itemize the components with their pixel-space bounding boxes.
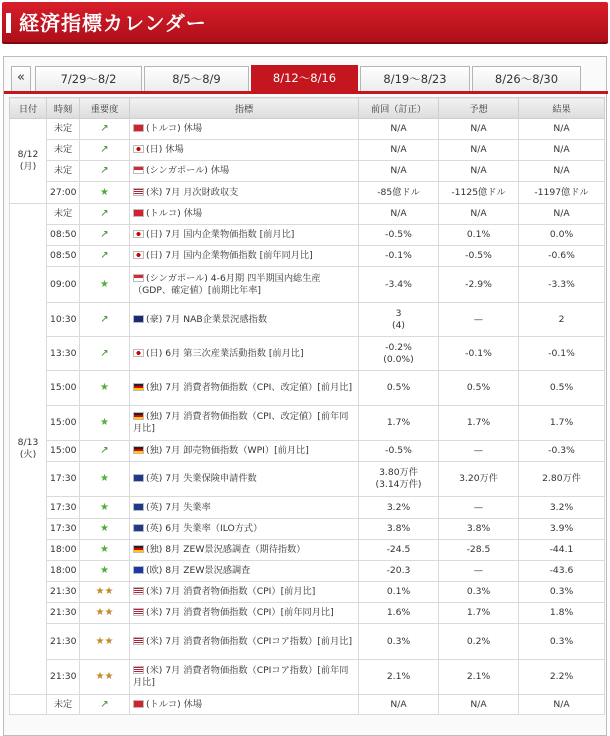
indicator-cell[interactable]	[130, 406, 359, 441]
time-cell: 08:50	[47, 246, 80, 267]
importance-cell	[80, 406, 130, 441]
flag-us-icon	[133, 666, 144, 674]
indicator-name: (米) 7月 消費者物価指数（CPI）[前年同月比]	[146, 607, 334, 618]
importance-cell	[80, 441, 130, 462]
time-cell: 21:30	[47, 624, 80, 660]
date-cell-next	[10, 695, 47, 715]
forecast-cell: N/A	[439, 119, 519, 140]
time-cell: 10:30	[47, 303, 80, 337]
result-cell: -0.3%	[519, 441, 605, 462]
indicator-name: (トルコ) 休場	[146, 208, 203, 219]
flag-jp-icon	[133, 349, 144, 357]
forecast-cell: -0.1%	[439, 337, 519, 371]
importance-cell	[80, 582, 130, 603]
flag-jp-icon	[133, 251, 144, 259]
result-cell: 1.7%	[519, 406, 605, 441]
time-cell: 18:00	[47, 561, 80, 582]
importance-cell	[80, 267, 130, 303]
flag-us-icon	[133, 637, 144, 645]
forecast-cell: 0.3%	[439, 582, 519, 603]
time-cell: 27:00	[47, 182, 80, 204]
tab-week-0812[interactable]: 8/12〜8/16	[251, 65, 358, 91]
importance-cell	[80, 695, 130, 715]
previous-cell: -24.5	[359, 540, 439, 561]
table-row	[10, 540, 605, 561]
indicator-name: (独) 7月 消費者物価指数（CPI、改定値）[前月比]	[146, 382, 353, 393]
col-header-result: 結果	[519, 98, 605, 119]
previous-cell: -3.4%	[359, 267, 439, 303]
importance-arrow-icon: ↗	[100, 123, 109, 134]
time-cell: 21:30	[47, 603, 80, 624]
flag-de-icon	[133, 412, 144, 420]
indicator-name: (日) 休場	[146, 144, 184, 155]
date-label: 8/12	[17, 149, 39, 160]
result-cell: -1197億ドル	[519, 182, 605, 204]
result-cell: N/A	[519, 695, 605, 715]
importance-star-icon: ★	[100, 565, 109, 576]
table-body	[10, 119, 605, 715]
indicator-cell[interactable]	[130, 519, 359, 540]
importance-arrow-icon: ↗	[100, 347, 109, 359]
result-cell: -43.6	[519, 561, 605, 582]
importance-cell	[80, 660, 130, 695]
importance-cell	[80, 161, 130, 182]
col-header-forecast: 予想	[439, 98, 519, 119]
indicator-cell[interactable]	[130, 497, 359, 519]
previous-cell: 0.1%	[359, 582, 439, 603]
flag-tr-icon	[133, 700, 144, 708]
indicator-name: (英) 7月 失業率	[146, 501, 211, 513]
result-cell: N/A	[519, 161, 605, 182]
importance-cell	[80, 561, 130, 582]
indicator-name: (米) 7月 消費者物価指数（CPIコア指数）[前月比]	[146, 635, 353, 647]
importance-cell	[80, 624, 130, 660]
time-cell: 15:00	[47, 441, 80, 462]
importance-star-icon: ★	[100, 186, 109, 198]
indicator-cell[interactable]	[130, 182, 359, 204]
result-cell: 2.80万件	[519, 462, 605, 497]
table-row	[10, 695, 605, 715]
table-row	[10, 497, 605, 519]
indicator-cell[interactable]	[130, 225, 359, 246]
table-row	[10, 371, 605, 406]
table-row	[10, 624, 605, 660]
flag-sg-icon	[133, 166, 144, 174]
tab-week-0819[interactable]: 8/19〜8/23	[360, 66, 470, 91]
indicator-cell[interactable]	[130, 441, 359, 462]
forecast-cell: 3.8%	[439, 519, 519, 540]
tab-week-0729[interactable]: 7/29〜8/2	[35, 66, 142, 91]
forecast-cell: 1.7%	[439, 603, 519, 624]
result-cell: -0.6%	[519, 246, 605, 267]
indicator-name: (日) 6月 第三次産業活動指数 [前月比]	[146, 347, 304, 359]
col-header-previous: 前回（訂正）	[359, 98, 439, 119]
importance-cell	[80, 119, 130, 140]
date-label: 8/13	[17, 437, 39, 448]
forecast-cell: 1.7%	[439, 406, 519, 441]
table-row	[10, 561, 605, 582]
table-row	[10, 462, 605, 497]
tab-week-0826[interactable]: 8/26〜8/30	[472, 66, 581, 91]
table-row	[10, 406, 605, 441]
importance-arrow-icon: ↗	[100, 698, 109, 710]
importance-cell	[80, 519, 130, 540]
previous-cell: 2.1%	[359, 660, 439, 695]
indicator-name: (米) 7月 消費者物価指数（CPI）[前月比]	[146, 586, 316, 597]
importance-star-icon: ★	[100, 544, 109, 555]
flag-us-icon	[133, 608, 144, 616]
indicator-name: (日) 7月 国内企業物価指数 [前月比]	[146, 229, 295, 240]
time-cell: 未定	[47, 161, 80, 182]
importance-cell	[80, 462, 130, 497]
importance-arrow-icon: ↗	[100, 208, 109, 219]
flag-au-icon	[133, 315, 144, 323]
result-cell: 0.3%	[519, 624, 605, 660]
date-cell-0812	[10, 119, 47, 204]
importance-arrow-icon: ↗	[100, 229, 109, 240]
indicator-name: (英) 6月 失業率（ILO方式）	[146, 523, 263, 534]
forecast-cell: —	[439, 561, 519, 582]
flag-de-icon	[133, 383, 144, 391]
time-cell: 17:30	[47, 462, 80, 497]
importance-arrow-icon: ↗	[100, 250, 109, 261]
time-cell: 未定	[47, 695, 80, 715]
previous-cell: N/A	[359, 140, 439, 161]
importance-cell	[80, 225, 130, 246]
indicator-cell[interactable]	[130, 462, 359, 497]
table-row	[10, 603, 605, 624]
indicator-cell[interactable]	[130, 603, 359, 624]
page-header	[2, 2, 608, 44]
flag-sg-icon	[133, 274, 144, 282]
previous-cell: 3.8%	[359, 519, 439, 540]
indicator-table	[9, 97, 605, 715]
time-cell: 09:00	[47, 267, 80, 303]
time-cell: 未定	[47, 140, 80, 161]
forecast-cell: N/A	[439, 204, 519, 225]
indicator-name: (シンガポール) 休場	[146, 165, 230, 176]
flag-tr-icon	[133, 124, 144, 132]
table-row	[10, 519, 605, 540]
table-row	[10, 161, 605, 182]
indicator-name: (独) 7月 卸売物価指数（WPI）[前月比]	[146, 445, 309, 456]
indicator-cell[interactable]	[130, 337, 359, 371]
result-cell: 2	[519, 303, 605, 337]
previous-cell: N/A	[359, 161, 439, 182]
importance-cell	[80, 371, 130, 406]
time-cell: 21:30	[47, 660, 80, 695]
weekday-label: (月)	[19, 161, 37, 172]
importance-star-icon: ★★	[95, 586, 114, 597]
forecast-cell: —	[439, 497, 519, 519]
indicator-cell[interactable]	[130, 267, 359, 303]
forecast-cell: 0.2%	[439, 624, 519, 660]
time-cell: 未定	[47, 119, 80, 140]
indicator-name: (英) 7月 失業保険申請件数	[146, 473, 257, 484]
importance-cell	[80, 182, 130, 204]
table-row	[10, 267, 605, 303]
result-cell: -0.1%	[519, 337, 605, 371]
importance-cell	[80, 140, 130, 161]
table-header-row	[10, 98, 605, 119]
indicator-name: (日) 7月 国内企業物価指数 [前年同月比]	[146, 250, 313, 261]
indicator-cell[interactable]	[130, 303, 359, 337]
indicator-name: (米) 7月 月次財政収支	[146, 186, 239, 198]
col-header-indicator: 指標	[130, 98, 359, 119]
forecast-cell: -0.5%	[439, 246, 519, 267]
previous-cell: -0.2% (0.0%)	[359, 337, 439, 371]
forecast-cell: N/A	[439, 140, 519, 161]
importance-arrow-icon: ↗	[100, 165, 109, 176]
previous-cell: 3 (4)	[359, 303, 439, 337]
prev-weeks-button[interactable]: «	[11, 66, 31, 91]
previous-cell: N/A	[359, 204, 439, 225]
time-cell: 08:50	[47, 225, 80, 246]
importance-star-icon: ★	[100, 278, 109, 290]
result-cell: 1.8%	[519, 603, 605, 624]
calendar-panel	[3, 56, 607, 736]
result-cell: 0.0%	[519, 225, 605, 246]
indicator-cell[interactable]	[130, 561, 359, 582]
indicator-cell[interactable]	[130, 161, 359, 182]
indicator-name: (独) 7月 消費者物価指数（CPI、改定値）[前年同月比]	[133, 411, 349, 434]
forecast-cell: -1125億ドル	[439, 182, 519, 204]
importance-cell	[80, 303, 130, 337]
indicator-cell[interactable]	[130, 540, 359, 561]
previous-cell: 3.2%	[359, 497, 439, 519]
week-tabs	[4, 66, 608, 94]
flag-tr-icon	[133, 209, 144, 217]
forecast-cell: 0.5%	[439, 371, 519, 406]
forecast-cell: -2.9%	[439, 267, 519, 303]
table-row	[10, 225, 605, 246]
result-cell: N/A	[519, 140, 605, 161]
forecast-cell: N/A	[439, 695, 519, 715]
flag-eu-icon	[133, 566, 144, 574]
result-cell: N/A	[519, 204, 605, 225]
forecast-cell: 0.1%	[439, 225, 519, 246]
flag-us-icon	[133, 587, 144, 595]
previous-cell: N/A	[359, 119, 439, 140]
importance-arrow-icon: ↗	[100, 144, 109, 155]
importance-cell	[80, 204, 130, 225]
indicator-name: (トルコ) 休場	[146, 698, 203, 710]
result-cell: 3.9%	[519, 519, 605, 540]
table-row	[10, 337, 605, 371]
importance-star-icon: ★	[100, 417, 109, 428]
flag-de-icon	[133, 446, 144, 454]
result-cell: 0.3%	[519, 582, 605, 603]
table-row	[10, 582, 605, 603]
importance-star-icon: ★	[100, 523, 109, 534]
indicator-cell[interactable]	[130, 624, 359, 660]
importance-star-icon: ★	[100, 382, 109, 393]
time-cell: 18:00	[47, 540, 80, 561]
table-row	[10, 660, 605, 695]
flag-de-icon	[133, 545, 144, 553]
time-cell: 15:00	[47, 371, 80, 406]
importance-cell	[80, 603, 130, 624]
indicator-name: (豪) 7月 NAB企業景況感指数	[146, 313, 268, 325]
previous-cell: -20.3	[359, 561, 439, 582]
forecast-cell: 3.20万件	[439, 462, 519, 497]
result-cell: -44.1	[519, 540, 605, 561]
importance-star-icon: ★	[100, 473, 109, 484]
previous-cell: 1.6%	[359, 603, 439, 624]
importance-star-icon: ★★	[95, 607, 114, 618]
time-cell: 13:30	[47, 337, 80, 371]
previous-cell: 1.7%	[359, 406, 439, 441]
importance-cell	[80, 540, 130, 561]
flag-us-icon	[133, 188, 144, 196]
table-row	[10, 140, 605, 161]
time-cell: 17:30	[47, 519, 80, 540]
result-cell: 2.2%	[519, 660, 605, 695]
previous-cell: 0.5%	[359, 371, 439, 406]
col-header-time: 時刻	[47, 98, 80, 119]
indicator-cell[interactable]	[130, 119, 359, 140]
table-row	[10, 441, 605, 462]
indicator-cell[interactable]	[130, 204, 359, 225]
importance-star-icon: ★	[100, 501, 109, 513]
col-header-date: 日付	[10, 98, 47, 119]
forecast-cell: —	[439, 303, 519, 337]
flag-gb-icon	[133, 524, 144, 532]
table-row	[10, 303, 605, 337]
indicator-cell[interactable]	[130, 246, 359, 267]
previous-cell: 3.80万件 (3.14万件)	[359, 462, 439, 497]
forecast-cell: N/A	[439, 161, 519, 182]
indicator-cell[interactable]	[130, 660, 359, 695]
previous-cell: N/A	[359, 695, 439, 715]
flag-gb-icon	[133, 503, 144, 511]
previous-cell: -85億ドル	[359, 182, 439, 204]
table-row	[10, 246, 605, 267]
previous-cell: -0.1%	[359, 246, 439, 267]
result-cell: 0.5%	[519, 371, 605, 406]
result-cell: N/A	[519, 119, 605, 140]
indicator-name: (シンガポール) 4-6月期 四半期国内総生産（GDP、確定値）[前期比年率]	[133, 272, 321, 296]
previous-cell: 0.3%	[359, 624, 439, 660]
importance-star-icon: ★★	[95, 671, 114, 682]
weekday-label: (火)	[19, 449, 37, 460]
indicator-cell[interactable]	[130, 140, 359, 161]
indicator-cell[interactable]	[130, 582, 359, 603]
flag-jp-icon	[133, 230, 144, 238]
forecast-cell: —	[439, 441, 519, 462]
indicator-cell[interactable]	[130, 371, 359, 406]
header-accent-bar	[6, 13, 11, 33]
importance-arrow-icon: ↗	[100, 313, 109, 325]
previous-cell: -0.5%	[359, 225, 439, 246]
table-row	[10, 182, 605, 204]
tab-week-0805[interactable]: 8/5〜8/9	[144, 66, 249, 91]
time-cell: 未定	[47, 204, 80, 225]
time-cell: 15:00	[47, 406, 80, 441]
table-row	[10, 119, 605, 140]
flag-gb-icon	[133, 474, 144, 482]
forecast-cell: -28.5	[439, 540, 519, 561]
indicator-name: (トルコ) 休場	[146, 123, 203, 134]
forecast-cell: 2.1%	[439, 660, 519, 695]
time-cell: 21:30	[47, 582, 80, 603]
flag-jp-icon	[133, 145, 144, 153]
table-row	[10, 204, 605, 225]
page-title: 経済指標カレンダー	[19, 11, 207, 35]
indicator-name: (独) 8月 ZEW景況感調査（期待指数）	[146, 544, 306, 555]
result-cell: 3.2%	[519, 497, 605, 519]
date-cell-0813	[10, 204, 47, 695]
indicator-name: (欧) 8月 ZEW景況感調査	[146, 565, 251, 576]
indicator-cell[interactable]	[130, 695, 359, 715]
col-header-importance: 重要度	[80, 98, 130, 119]
importance-arrow-icon: ↗	[100, 445, 109, 456]
importance-star-icon: ★★	[95, 635, 114, 647]
importance-cell	[80, 497, 130, 519]
result-cell: -3.3%	[519, 267, 605, 303]
importance-cell	[80, 337, 130, 371]
indicator-name: (米) 7月 消費者物価指数（CPIコア指数）[前年同月比]	[133, 665, 349, 688]
time-cell: 17:30	[47, 497, 80, 519]
importance-cell	[80, 246, 130, 267]
previous-cell: -0.5%	[359, 441, 439, 462]
